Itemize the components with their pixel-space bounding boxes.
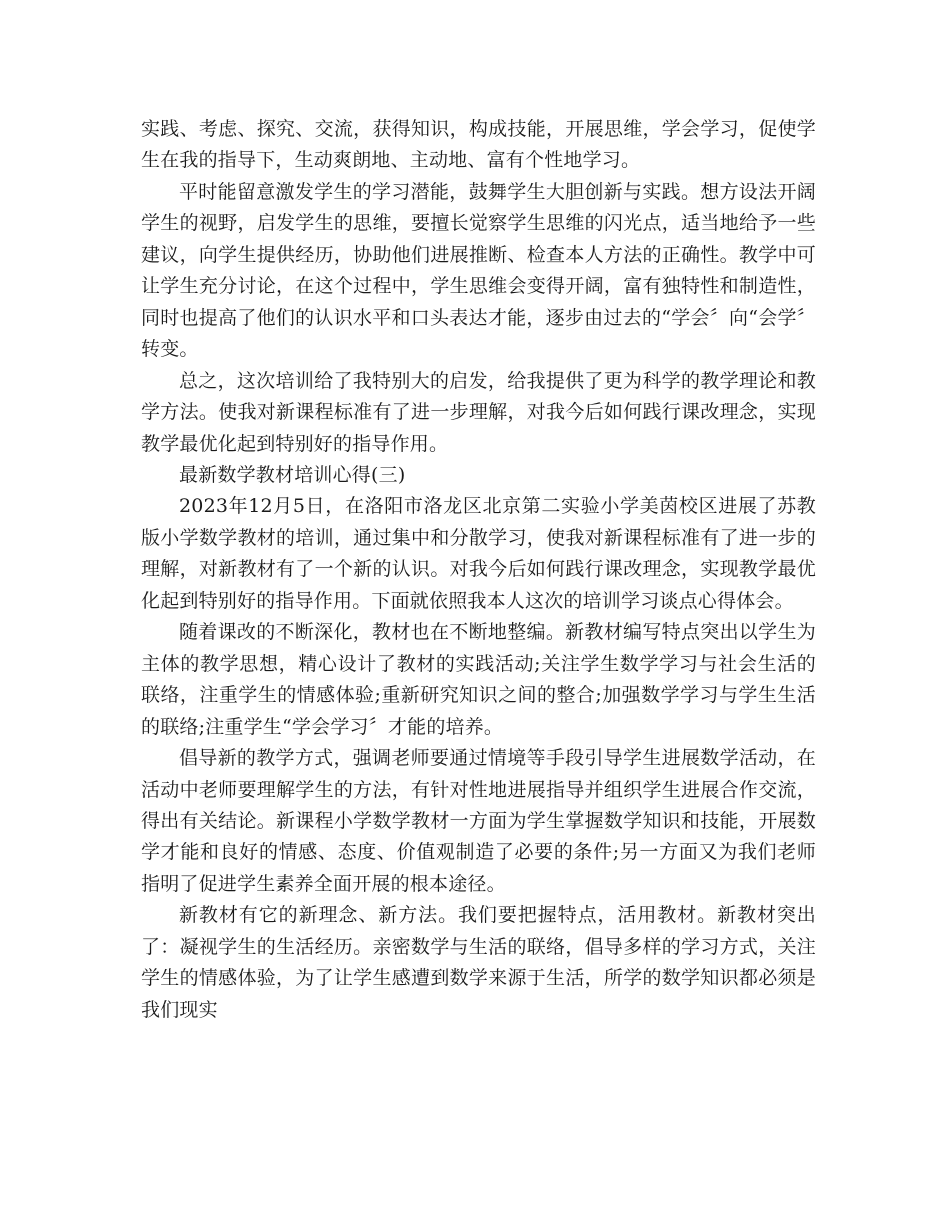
section-heading: 最新数学教材培训心得(三): [179, 463, 406, 486]
paragraph: 平时能留意激发学生的学习潜能，鼓舞学生大胆创新与实践。想方设法开阔学生的视野，启发学生的思维，要擅长觉察学生思维的闪光点，适当地给予一些建议，向学生提供经历，协助他们进展推断、检查本人方法的正确性。教学中可让学生充分讨论，在这个过程中，学生思维会变得开阔，富有独特性和制造性，同时也提高了他们的认识水平和口头表达才能，逐步由过去的“学会〞向“会学〞转变。: [141, 180, 816, 361]
paragraph: 总之，这次培训给了我特别大的启发，给我提供了更为科学的教学理论和教学方法。使我对新课程标准有了进一步理解，对我今后如何践行课改理念，实现教学最优化起到特别好的指导作用。: [141, 369, 816, 455]
paragraph: 新教材有它的新理念、新方法。我们要把握特点，活用教材。新教材突出了：凝视学生的生活经历。亲密数学与生活的联络，倡导多样的学习方式，关注学生的情感体验，为了让学生感遭到数学来源于生活，所学的数学知识都必须是我们现实: [141, 904, 816, 1021]
paragraph: 倡导新的教学方式，强调老师要通过情境等手段引导学生进展数学活动，在活动中老师要理解学生的方法，有针对性地进展指导并组织学生进展合作交流，得出有关结论。新课程小学数学教材一方面为学生掌握数学知识和技能，开展数学才能和良好的情感、态度、价值观制造了必要的条件;另一方面又为我们老师指明了促进学生素养全面开展的根本途径。: [141, 747, 816, 895]
paragraph: 随着课改的不断深化，教材也在不断地整编。新教材编写特点突出以学生为主体的教学思想，精心设计了教材的实践活动;关注学生数学学习与社会生活的联络，注重学生的情感体验;重新研究知识之间的整合;加强数学学习与学生生活的联络;注重学生“学会学习〞才能的培养。: [141, 621, 816, 738]
paragraph-continued: 实践、考虑、探究、交流，获得知识，构成技能，开展思维，学会学习，促使学生在我的指导下，生动爽朗地、主动地、富有个性地学习。: [141, 118, 816, 172]
paragraph: 2023年12月5日，在洛阳市洛龙区北京第二实验小学美茵校区进展了苏教版小学数学教材的培训，通过集中和分散学习，使我对新课程标准有了进一步的理解，对新教材有了一个新的认识。对我今后如何践行课改理念，实现教学最优化起到特别好的指导作用。下面就依照我本人这次的培训学习谈点心得体会。: [141, 495, 816, 612]
document-body: [141, 114, 816, 1026]
